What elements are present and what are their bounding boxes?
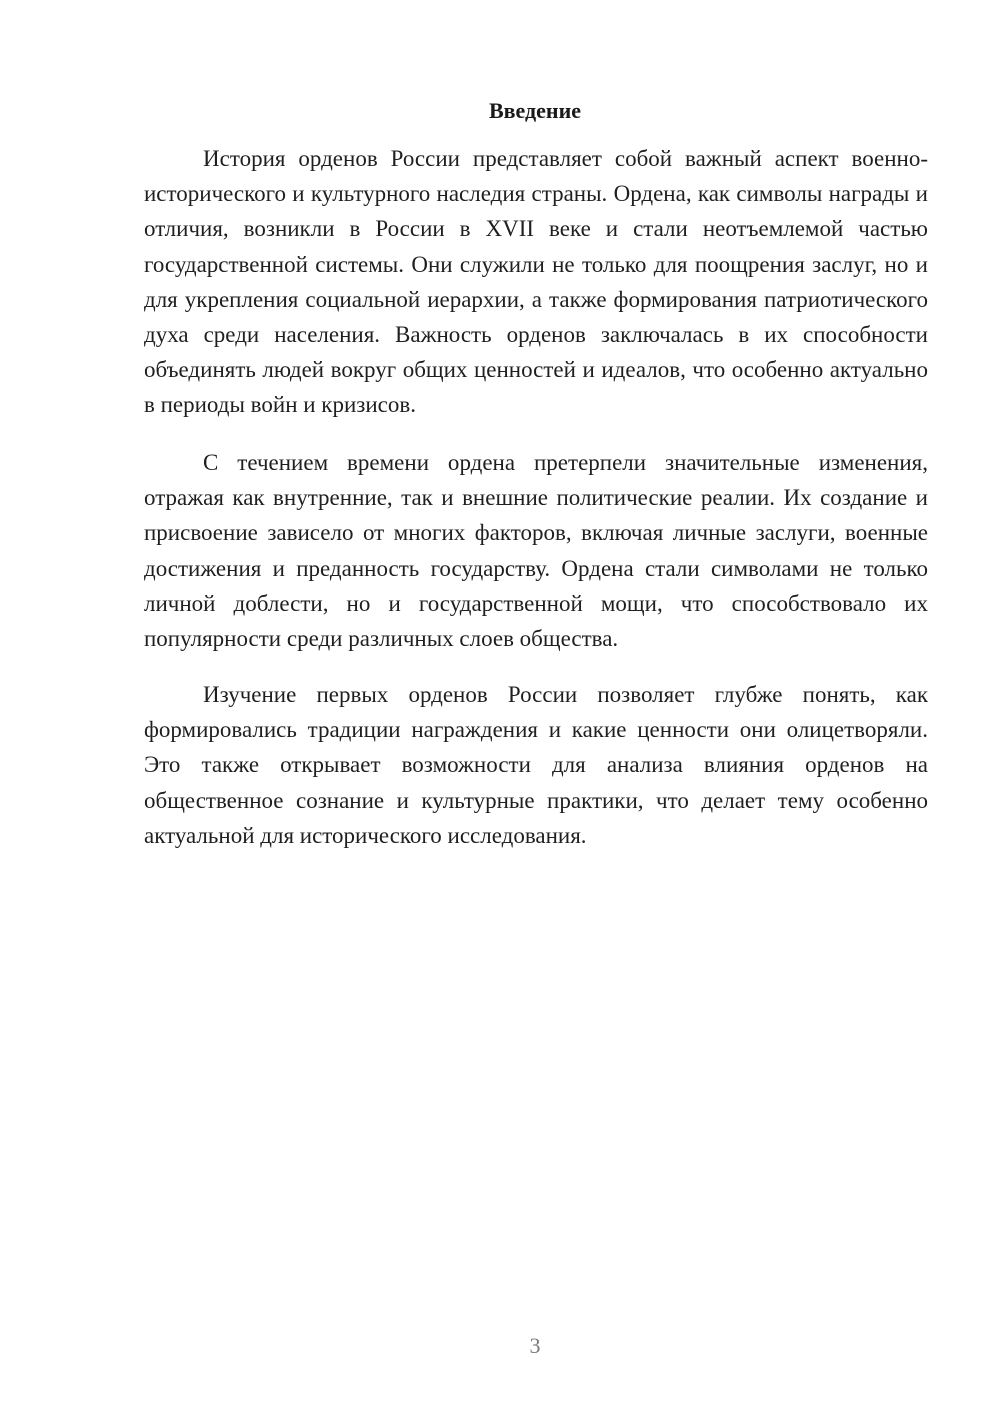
paragraph-1: История орденов России представляет собой важный аспект военно-исторического и культурного наследия страны. Ордена, как символы награды и отличия, возникли в России в XVII веке и стали неотъемлемой частью государственной системы. Они служили не только для поощрения заслуг, но и для укрепления социальной иерархии, а также формирования патриотического духа среди населения. Важность орденов заключалась в их способности объединять людей вокруг общих ценностей и идеалов, что особенно актуально в периоды войн и кризисов. (144, 146, 928, 418)
paragraph-2: С течением времени ордена претерпели значительные изменения, отражая как внутренние, так и внешние политические реалии. Их создание и присвоение зависело от многих факторов, включая личные заслуги, военные достижения и преданность государству. Ордена стали символами не только личной доблести, но и государственной мощи, что способствовало их популярности среди различных слоев общества. (144, 450, 928, 652)
section-heading: Введение (488, 98, 582, 123)
paragraph-3: Изучение первых орденов России позволяет глубже понять, как формировались традиции награждения и какие ценности они олицетворяли. Это также открывает возможности для анализа влияния орденов на общественное сознание и культурные практики, что делает тему особенно актуальной для исторического исследования. (144, 682, 928, 848)
page-number: 3 (529, 1333, 541, 1358)
